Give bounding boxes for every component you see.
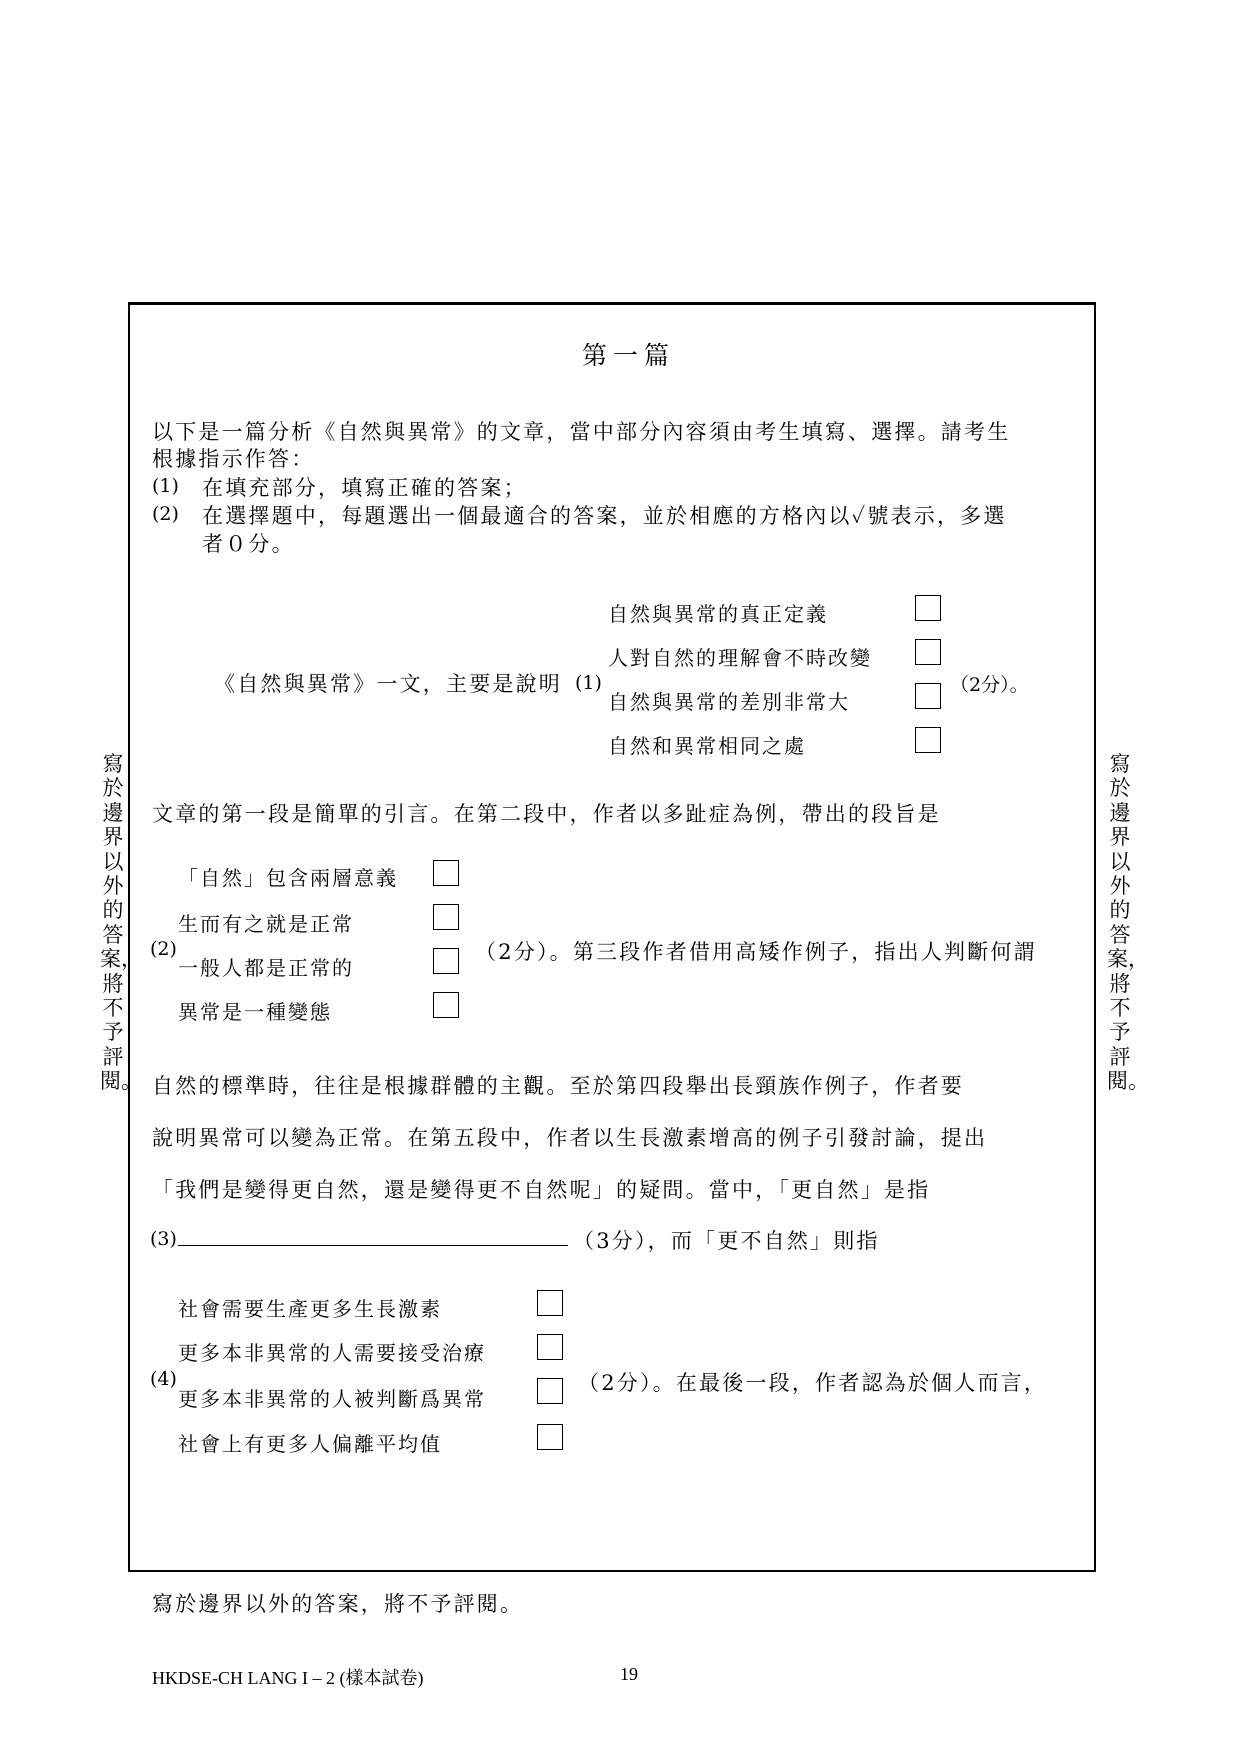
q1-option-3-label: 自然與異常的差別非常大 [608,690,850,714]
footer-paper-code: HKDSE-CH LANG I – 2 (樣本試卷) [152,1668,424,1688]
paragraph-b-line-1: 自然的標準時，往往是根據群體的主觀。至於第四段舉出長頸族作例子，作者要 [152,1074,964,1098]
footer-page-number: 19 [620,1664,638,1684]
q3-answer-line[interactable] [178,1245,568,1246]
q1-option-2-label: 人對自然的理解會不時改變 [608,646,872,670]
section-heading: 第一篇 [582,341,676,370]
paragraph-b-line-3: 「我們是變得更自然，還是變得更不自然呢」的疑問。當中，「更自然」是指 [152,1178,931,1202]
intro-item-1: 在填充部分，填寫正確的答案； [202,476,527,500]
q2-option-3-label: 一般人都是正常的 [178,956,354,980]
q2-option-4-label: 異常是一種變態 [178,1000,332,1024]
q2-option-2-checkbox[interactable] [433,904,459,930]
q4-option-4-label: 社會上有更多人偏離平均值 [178,1432,442,1456]
q1-number: (1) [575,672,602,694]
q2-option-1-label: 「自然」包含兩層意義 [178,866,398,890]
q4-follow-text: （2分）。在最後一段，作者認為於個人而言， [578,1371,1048,1395]
q1-option-3-checkbox[interactable] [915,683,941,709]
intro-item-2: 在選擇題中，每題選出一個最適合的答案，並於相應的方格內以✓號表示，多選 [202,504,1007,528]
q1-lead-text: 《自然與異常》一文，主要是說明 [214,672,562,696]
intro-item-1-number: (1) [152,475,179,497]
paragraph-a: 文章的第一段是簡單的引言。在第二段中，作者以多趾症為例，帶出的段旨是 [152,802,941,826]
q4-option-4-checkbox[interactable] [537,1424,563,1450]
q4-option-1-label: 社會需要生產更多生長激素 [178,1297,442,1321]
q1-option-4-label: 自然和異常相同之處 [608,734,806,758]
intro-line-2: 根據指示作答： [152,447,315,471]
paragraph-b-line-2: 說明異常可以變為正常。在第五段中，作者以生長激素增高的例子引發討論，提出 [152,1126,988,1150]
intro-line-1: 以下是一篇分析《自然與異常》的文章，當中部分內容須由考生填寫、選擇。請考生 [152,420,1011,444]
q1-option-4-checkbox[interactable] [915,727,941,753]
q1-option-2-checkbox[interactable] [915,639,941,665]
left-margin-note: 寫於邊界以外的答案，將不予評閱。 [100,752,142,1094]
q4-option-1-checkbox[interactable] [537,1290,563,1316]
q2-follow-text: （2分）。第三段作者借用高矮作例子，指出人判斷何謂 [475,940,1037,964]
intro-item-2-cont: 者０分。 [202,532,295,556]
q4-option-3-label: 更多本非異常的人被判斷爲異常 [178,1387,486,1411]
right-margin-note: 寫於邊界以外的答案，將不予評閱。 [1107,752,1149,1094]
q4-option-2-checkbox[interactable] [537,1334,563,1360]
q2-option-3-checkbox[interactable] [433,948,459,974]
q4-option-3-checkbox[interactable] [537,1378,563,1404]
q2-option-2-label: 生而有之就是正常 [178,912,354,936]
q4-number: (4) [150,1368,177,1390]
q4-option-2-label: 更多本非異常的人需要接受治療 [178,1341,486,1365]
q2-option-4-checkbox[interactable] [433,992,459,1018]
q2-number: (2) [150,938,177,960]
q2-option-1-checkbox[interactable] [433,860,459,886]
q1-option-1-checkbox[interactable] [915,595,941,621]
q3-number: (3) [150,1228,177,1250]
q1-marks: （2分）。 [950,674,1029,696]
intro-item-2-number: (2) [152,503,179,525]
bottom-margin-note: 寫於邊界以外的答案，將不予評閱。 [152,1592,524,1616]
q3-follow-text: （3分），而「更不自然」則指 [573,1229,880,1253]
q1-option-1-label: 自然與異常的真正定義 [608,602,828,626]
